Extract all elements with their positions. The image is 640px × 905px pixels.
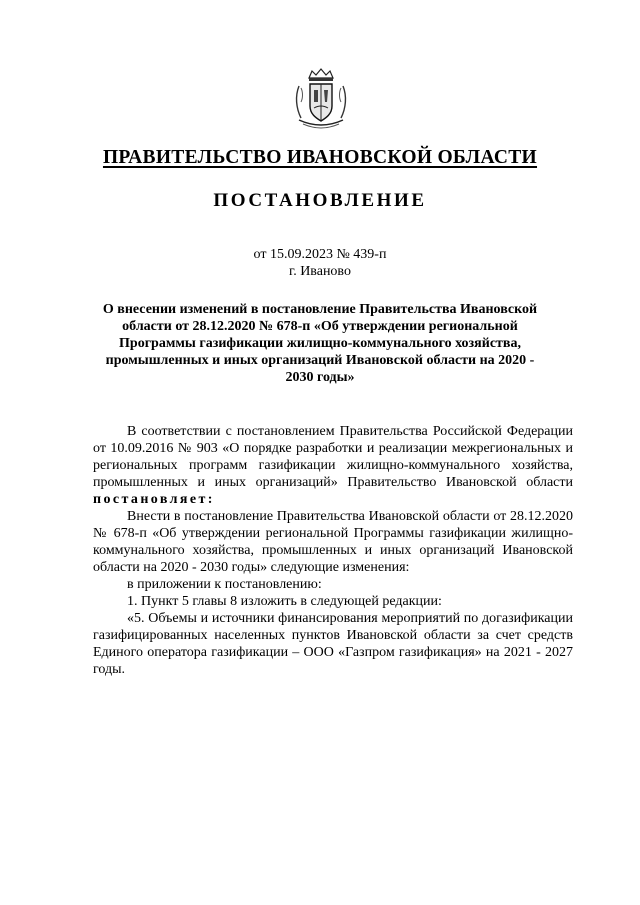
document-type: ПОСТАНОВЛЕНИЕ (213, 190, 427, 211)
paragraph-quote: «5. Объемы и источники финансирования мероприятий по догазификации газифицированных населенных пунктов Ивановской области за счет средств Единого оператора газификации – ООО «Газпром газификация» на 2021 - 2027 годы. (93, 611, 573, 677)
paragraph-item-1: 1. Пункт 5 главы 8 изложить в следующей редакции: (127, 594, 442, 609)
organization-name-text: ПРАВИТЕЛЬСТВО ИВАНОВСКОЙ ОБЛАСТИ (102, 147, 538, 168)
city: г. Иваново (289, 264, 351, 279)
date-number: от 15.09.2023 № 439-п (253, 247, 387, 262)
document-title: О внесении изменений в постановление Правительства Ивановской области от 28.12.2020 № 678-п «Об утверждении региональной Программы газификации жилищно-коммунального хозяйства, промышленных и иных организаций Ивановской области на 2020 - 2030 годы» (102, 302, 538, 385)
preamble-text: В соответствии с постановлением Правительства Российской Федерации от 10.09.2016 № 903 «О порядке разработки и реализации межрегиональных и региональных программ газификации жилищно-коммунального хозяйства, промышленных и иных организаций» Правительство Ивановской области (93, 424, 573, 490)
organization-name (0, 147, 640, 169)
document-body (93, 423, 573, 678)
document-meta (0, 246, 640, 280)
ivanovo-coat-of-arms-icon (291, 68, 351, 132)
paragraph-annex: в приложении к постановлению: (127, 577, 322, 592)
paragraph-preamble (93, 423, 573, 508)
paragraph-amend: Внести в постановление Правительства Ивановской области от 28.12.2020 № 678-п «Об утверждении региональной Программы газификации жилищно-коммунального хозяйства, промышленных и иных организаций Ивановской области на 2020 - 2030 годы» следующие изменения: (93, 509, 573, 575)
resolves-keyword: постановляет: (93, 492, 215, 507)
